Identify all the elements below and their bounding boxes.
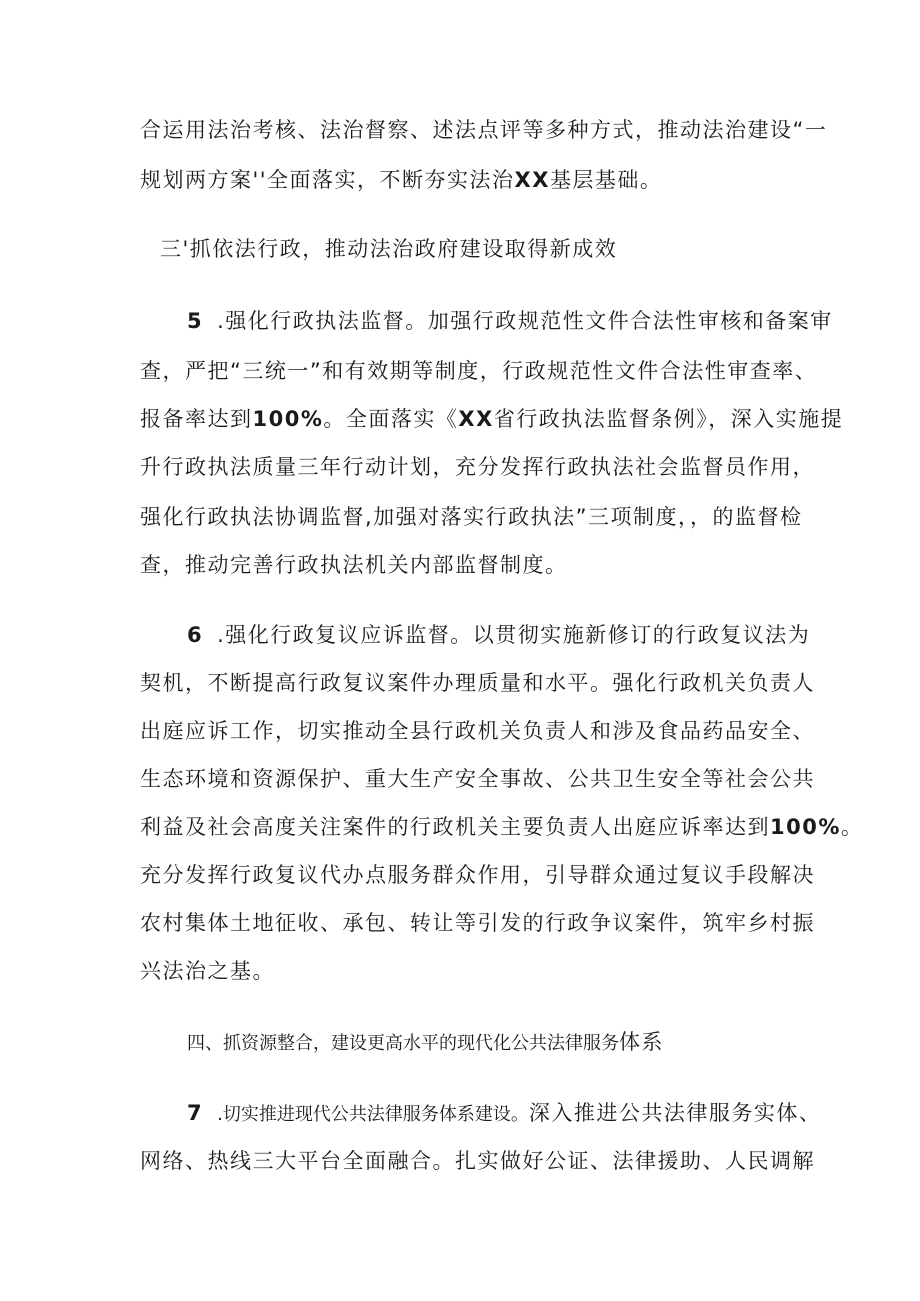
text-run: .强化行政复议应诉监督。以贯彻实施新修订的行政复议法为 <box>217 623 811 647</box>
paragraph-line <box>140 716 815 746</box>
paragraph-line <box>140 550 800 580</box>
item-number: 5 <box>187 309 204 333</box>
text-run: 生态环境和资源保护、重大生产安全事故、公共卫生安全等社会公共 <box>140 767 815 791</box>
text-run: .强化行政执法监督。加强行政规范性文件合法性审核和备案审 <box>217 309 833 333</box>
text-run: 。 <box>840 815 864 839</box>
text-run: 农村集体土地征收、承包、转让等引发的行政争议案件，筑牢乡村振 <box>140 911 815 935</box>
paragraph-line <box>140 404 844 434</box>
paragraph-line <box>140 1146 815 1176</box>
text-run: 利益及社会高度关注案件的行政机关主要负责人出庭应诉率达到 <box>140 815 770 839</box>
text-run-bold: 100% <box>252 407 324 431</box>
heading-text: 三'抓依法行政，推动法治政府建设取得新成效 <box>160 237 618 261</box>
paragraph-line <box>140 668 815 698</box>
text-run: .切实推进现代公共法律服务体系建设。 <box>217 1104 529 1125</box>
paragraph-line <box>187 306 847 336</box>
section-heading-3 <box>160 234 820 264</box>
text-run: 查，严把“三统一”和有效期等制度，行政规范性文件合法性审查率、 <box>140 359 818 383</box>
paragraph-line <box>187 620 847 650</box>
text-run: 兴法治之基。 <box>140 959 275 983</box>
text-run: 强化行政执法协调监督,加强对落实行政执法”三项制度，，的监督检 <box>140 505 803 529</box>
text-run: 。全面落实《 <box>323 407 459 431</box>
text-run-bold: XX <box>458 407 494 431</box>
paragraph-line <box>140 356 818 386</box>
item-number: 6 <box>187 623 204 647</box>
paragraph-line <box>140 908 815 938</box>
paragraph-line <box>140 812 864 842</box>
heading-text: 体系 <box>619 1030 664 1054</box>
text-run: 省行政执法监督条例》，深入实施提 <box>493 407 844 431</box>
item-number: 7 <box>187 1101 204 1125</box>
text-run: 出庭应诉工作，切实推动全县行政机关负责人和涉及食品药品安全、 <box>140 719 815 743</box>
text-run: 查，推动完善行政执法机关内部监督制度。 <box>140 553 568 577</box>
paragraph-line <box>140 956 800 986</box>
paragraph-line <box>140 502 803 532</box>
text-run: 规划两方案''全面落实，不断夯实法治 <box>140 168 515 192</box>
section-heading-4 <box>187 1027 847 1059</box>
text-run: 契机，不断提高行政复议案件办理质量和水平。强化行政机关负责人 <box>140 671 815 695</box>
text-run: 升行政执法质量三年行动计划，充分发挥行政执法社会监督员作用， <box>140 455 815 479</box>
paragraph-line <box>140 764 815 794</box>
text-run: 深入推进公共法律服务实体、 <box>528 1101 822 1125</box>
text-run: 充分发挥行政复议代办点服务群众作用，引导群众通过复议手段解决 <box>140 863 815 887</box>
paragraph-line <box>140 452 815 482</box>
text-run: 报备率达到 <box>140 407 253 431</box>
paragraph-line <box>140 115 828 145</box>
text-run: 基层基础。 <box>549 168 663 192</box>
heading-text: 四、抓资源整合，建设更高水平的现代化公共法律服务 <box>187 1033 619 1054</box>
text-run: 合运用法治考核、法治督察、述法点评等多种方式，推动法治建设“一 <box>140 118 828 142</box>
text-run-bold: 100% <box>770 815 841 839</box>
text-run: 网络、热线三大平台全面融合。扎实做好公证、法律援助、人民调解 <box>140 1149 815 1173</box>
paragraph-line <box>140 165 800 195</box>
paragraph-line <box>140 860 815 890</box>
text-run-bold: XX <box>514 168 550 192</box>
paragraph-line <box>187 1098 847 1130</box>
